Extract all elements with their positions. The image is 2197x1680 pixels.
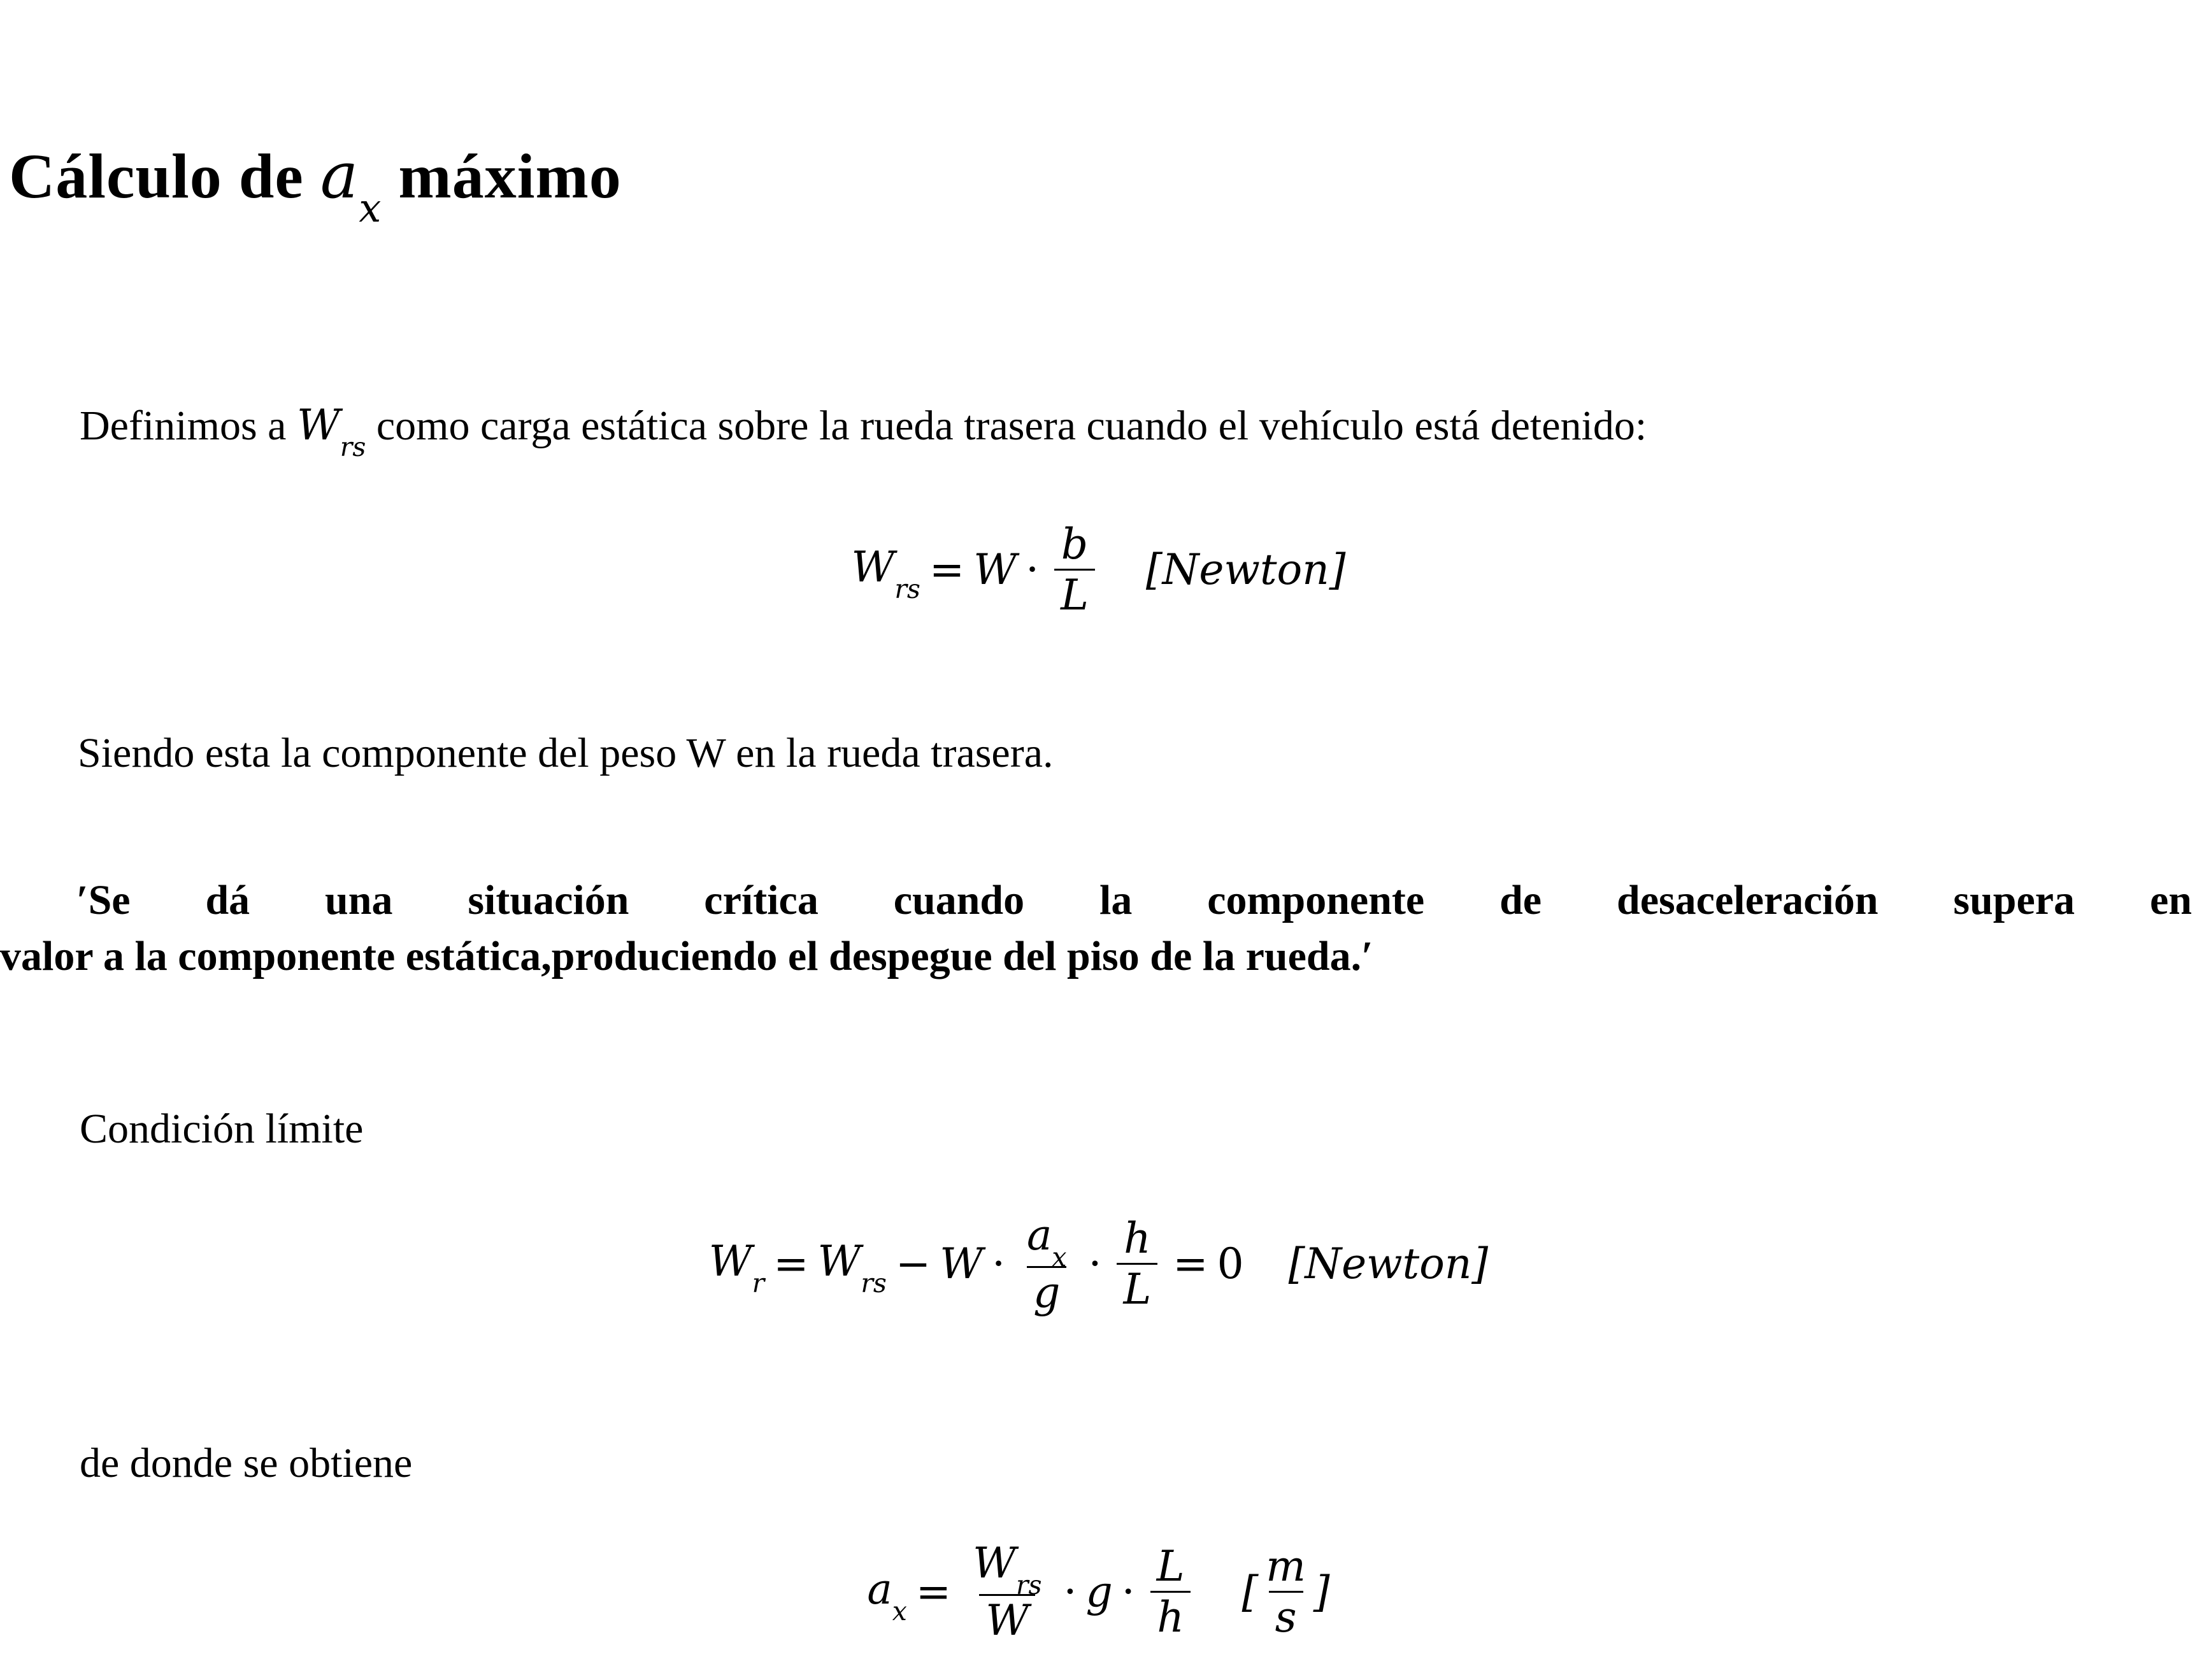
eq3-unit-close: ]: [1313, 1567, 1330, 1617]
eq1-frac-denominator: L: [1054, 569, 1095, 617]
title-text-before: Cálculo de: [9, 141, 304, 211]
eq3-term-g: g: [1085, 1567, 1113, 1617]
eq3-unit-open: [: [1242, 1567, 1259, 1617]
title-symbol: $a_x$: [320, 138, 382, 232]
eq1-fraction: [1054, 522, 1095, 618]
eq2-unit: [Newton]: [1288, 1239, 1489, 1289]
eq3-fraction-2: [1150, 1541, 1191, 1642]
eq3-equals: =: [915, 1567, 952, 1617]
definition-pre: Definimos a: [80, 402, 287, 449]
equation-wr: [0, 1211, 2197, 1318]
definition-symbol: $W_{rs}$: [296, 401, 366, 462]
eq3-fraction-1: [966, 1539, 1048, 1646]
eq3-unit-fraction: [1259, 1541, 1312, 1642]
paragraph-siendo: Siendo esta la componente del peso W en la rueda trasera.: [78, 730, 1054, 776]
critical-quote-line1: ′Se dá una situación crítica cuando la componente de desaceleración supera en: [76, 877, 2192, 923]
eq2-equals-2: =: [1173, 1239, 1208, 1289]
eq1-lhs: $W_{rs}$: [851, 543, 920, 604]
eq3-dot-2: ·: [1121, 1567, 1135, 1617]
paragraph-definition: [80, 399, 1647, 462]
title-text-after: máximo: [398, 141, 622, 211]
eq2-frac1-numerator: $a_x$: [1027, 1211, 1067, 1272]
eq3-unit-denominator: s: [1269, 1591, 1303, 1639]
paragraph-critical-quote: [0, 872, 2197, 985]
eq2-lhs: $W_r$: [708, 1237, 765, 1299]
eq2-frac2-denominator: L: [1117, 1263, 1157, 1311]
eq2-dot-1: ·: [992, 1239, 1006, 1289]
eq1-unit: [Newton]: [1145, 545, 1346, 595]
paragraph-de-donde: de donde se obtiene: [80, 1440, 413, 1486]
eq2-term2: W: [940, 1239, 984, 1289]
equation-ax: [0, 1539, 2197, 1646]
eq2-equals: =: [773, 1239, 809, 1289]
eq2-term1: $W_{rs}$: [817, 1237, 887, 1299]
eq1-term1: W: [973, 545, 1017, 595]
eq3-frac1-denominator: W: [979, 1594, 1035, 1642]
page-title: [9, 138, 622, 232]
eq2-fraction-1: [1020, 1211, 1073, 1318]
eq2-rhs: 0: [1217, 1239, 1244, 1289]
eq2-minus: −: [895, 1239, 931, 1289]
eq3-frac2-denominator: h: [1150, 1591, 1191, 1639]
equation-wrs: [0, 522, 2197, 618]
paragraph-condicion-limite: Condición límite: [80, 1106, 364, 1152]
eq1-frac-numerator: b: [1061, 520, 1089, 569]
eq2-dot-2: ·: [1088, 1239, 1102, 1289]
eq1-dot: ·: [1026, 545, 1040, 595]
eq3-frac2-numerator: L: [1156, 1541, 1185, 1591]
eq2-frac2-numerator: h: [1124, 1213, 1151, 1263]
eq3-dot-1: ·: [1063, 1567, 1077, 1617]
eq2-frac1-denominator: g: [1027, 1266, 1066, 1314]
eq3-lhs: $a_x$: [867, 1565, 907, 1627]
definition-post: como carga estática sobre la rueda trasera cuando el vehículo está detenido:: [376, 402, 1647, 449]
eq3-frac1-numerator: $W_{rs}$: [973, 1539, 1042, 1600]
critical-quote-line2: valor a la componente estática,produciendo el despegue del piso de la rueda.′: [0, 932, 1373, 979]
eq3-unit: [1242, 1541, 1330, 1642]
eq1-equals: =: [929, 545, 965, 595]
eq2-fraction-2: [1117, 1213, 1157, 1314]
eq3-unit-numerator: m: [1266, 1541, 1306, 1591]
